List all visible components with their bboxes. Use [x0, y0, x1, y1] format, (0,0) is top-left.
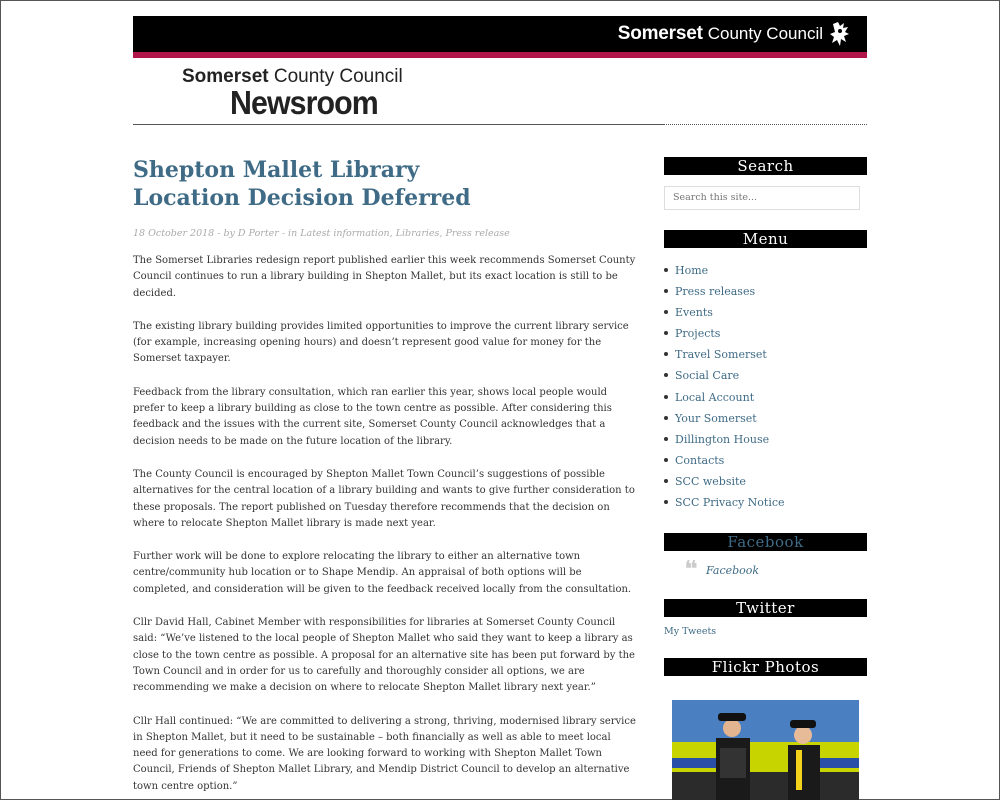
menu-item-press-releases[interactable]: Press releases [664, 281, 867, 302]
bullet-icon [664, 479, 668, 483]
bullet-icon [664, 437, 668, 441]
menu-item-projects[interactable]: Projects [664, 323, 867, 344]
twitter-widget-title: Twitter [664, 599, 867, 617]
article-paragraph: Cllr David Hall, Cabinet Member with responsibilities for libraries at Somerset County Council said: “We’ve listened to the local people of Shepton Mallet who said they want to keep a library as close to the town centre as possible. A proposal for an alternative site has been put forward by the Town Council and in order for us to carefully and thoroughly consider all options, we are recommending we make a decision on where to relocate Shepton Mallet library next year.” [133, 617, 635, 694]
meta-separator: - in [278, 228, 301, 239]
logo-brand-rest: County Council [707, 24, 823, 43]
bullet-icon [664, 458, 668, 462]
logo-brand-bold: Somerset [617, 23, 703, 44]
facebook-link[interactable]: Facebook [706, 563, 760, 577]
article-paragraph: Cllr Hall continued: “We are committed to delivering a strong, thriving, modernised library service in Shepton Mallet, but it need to be sustainable – both financially as well as able to meet local need for generations to come. We are looking forward to working with Shepton Mallet Town Council, Friends of Shepton Mallet Library, and Mendip District Council to develop an alternative town centre option.” [133, 715, 636, 792]
article-title[interactable]: Shepton Mallet Library Location Decision Deferred [133, 157, 471, 211]
flickr-photo[interactable] [672, 700, 859, 800]
bullet-icon [664, 416, 668, 420]
council-logo[interactable] [618, 20, 851, 48]
article-categories[interactable]: Latest information, Libraries, Press release [300, 228, 510, 239]
header-divider [133, 124, 663, 125]
wyvern-crest-icon [829, 20, 851, 48]
newsroom-logo-line2: Newsroom [230, 84, 378, 121]
my-tweets-link[interactable]: My Tweets [664, 626, 717, 638]
menu-item-scc-website[interactable]: SCC website [664, 471, 867, 492]
menu-list [664, 260, 867, 513]
sidebar [664, 157, 867, 676]
article-date[interactable]: 18 October 2018 [133, 228, 215, 239]
facebook-widget-title: Facebook [664, 533, 867, 551]
bullet-icon [664, 289, 668, 293]
bullet-icon [664, 373, 668, 377]
article-paragraph: The existing library building provides limited opportunities to improve the current library service (for example, increasing opening hours) and doesn’t represent good value for money for the Somerset taxpayer. [133, 320, 629, 365]
bullet-icon [664, 500, 668, 504]
menu-item-home[interactable]: Home [664, 260, 867, 281]
article-body [133, 253, 638, 795]
quote-icon: ❝ [684, 560, 698, 581]
bullet-icon [664, 310, 668, 314]
menu-item-contacts[interactable]: Contacts [664, 450, 867, 471]
menu-item-dillington-house[interactable]: Dillington House [664, 429, 867, 450]
menu-item-local-account[interactable]: Local Account [664, 387, 867, 408]
banner-stripe [133, 52, 867, 58]
menu-item-events[interactable]: Events [664, 302, 867, 323]
bullet-icon [664, 395, 668, 399]
header-divider-dotted [663, 124, 867, 125]
menu-item-scc-privacy-notice[interactable]: SCC Privacy Notice [664, 492, 867, 513]
newsroom-logo-line1: Somerset County Council [182, 66, 403, 87]
bullet-icon [664, 352, 668, 356]
menu-item-your-somerset[interactable]: Your Somerset [664, 408, 867, 429]
bullet-icon [664, 268, 668, 272]
article-paragraph: The Somerset Libraries redesign report published earlier this week recommends Somerset County Council continues to run a library building in Shepton Mallet, but its exact location is still to be decided. [133, 255, 636, 299]
article-paragraph: Further work will be done to explore relocating the library to either an alternative town centre/community hub location or to Shape Mendip. An appraisal of both options will be completed, and consideration will be given to the feedback received locally from the consultation. [133, 551, 632, 595]
newsroom-logo[interactable] [182, 67, 403, 119]
article-meta [133, 228, 638, 239]
article-paragraph: Feedback from the library consultation, which ran earlier this year, shows local people would prefer to keep a library building as close to the town centre as possible. After considering this feedback and the issues with the current site, Somerset County Council acknowledges that a decision needs to be made on the future location of the library. [133, 386, 612, 447]
bullet-icon [664, 331, 668, 335]
menu-item-travel-somerset[interactable]: Travel Somerset [664, 344, 867, 365]
facebook-link-row [684, 560, 867, 580]
article [133, 156, 638, 812]
search-widget-title: Search [664, 157, 867, 175]
flickr-widget-title: Flickr Photos [664, 658, 867, 676]
search-input[interactable] [664, 186, 860, 210]
menu-widget-title: Menu [664, 230, 867, 248]
top-banner [133, 16, 867, 52]
article-paragraph: The County Council is encouraged by Shepton Mallet Town Council’s suggestions of possible alternatives for the central location of a library building and wants to give further consideration to these proposals. The report published on Tuesday therefore recommends that the decision on where to relocate Shepton Mallet library is made next year. [133, 468, 635, 529]
menu-item-social-care[interactable]: Social Care [664, 365, 867, 386]
meta-separator: - by [214, 228, 238, 239]
article-author[interactable]: D Porter [237, 228, 279, 239]
